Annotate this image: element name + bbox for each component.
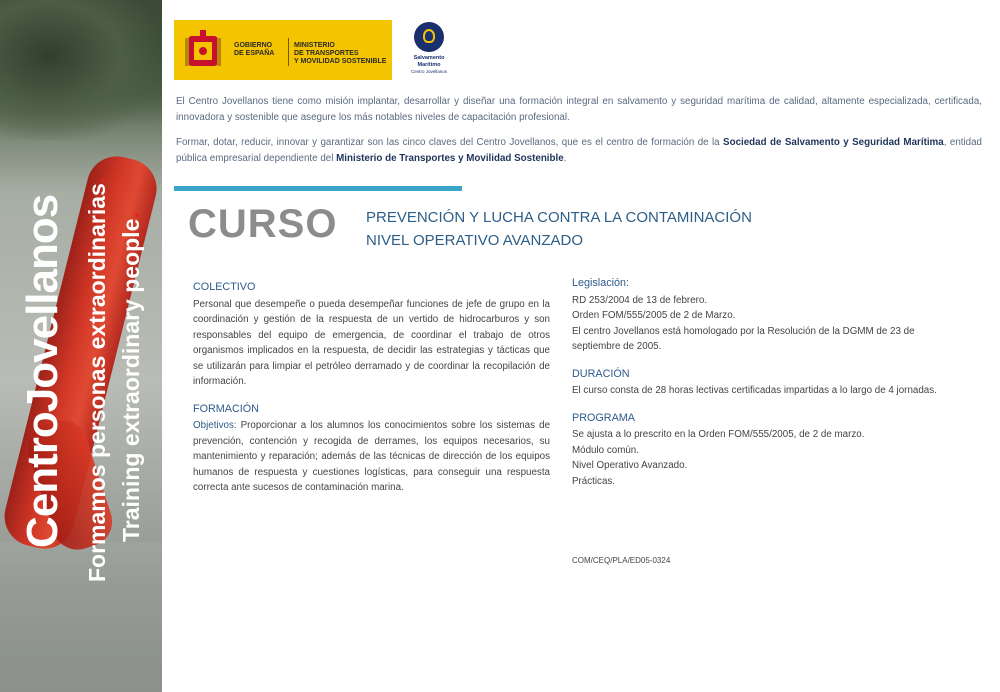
accent-divider <box>174 186 462 191</box>
course-title <box>366 206 752 252</box>
programa-item-2: Módulo común. <box>572 444 639 456</box>
photo-trees <box>0 0 162 140</box>
legislacion-item-3: El centro Jovellanos está homologado por la Resolución de la DGMM de 23 de septiembre de 2005. <box>572 325 915 352</box>
intro-p2-a: Formar, dotar, reducir, innovar y garantizar son las cinco claves del Centro Jovellanos, que es el centro de formación de la <box>176 137 724 148</box>
tagline-es-dot: . <box>84 176 110 184</box>
ministry-line2: DE TRANSPORTES <box>294 50 359 57</box>
curso-label: CURSO <box>188 202 338 246</box>
tagline-es <box>84 177 111 582</box>
programa-item-3: Nivel Operativo Avanzado. <box>572 460 688 471</box>
legislacion-item-2: Orden FOM/555/2005 de 2 de Marzo. <box>572 310 736 321</box>
gov-line2: DE ESPAÑA <box>234 50 275 57</box>
tagline-en <box>118 212 145 542</box>
colectivo-text: Personal que desempeñe o pueda desempeñar funciones de jefe de grupo en la coordinación y gestión de la respuesta de un vertido de hidrocarburos y son responsables del equipo de emergencia, de coordinar el trabajo de otros organismos implicados en la respuesta, de decidir las estrategias y tácticas que se utilizarán para limpiar el petróleo derramado y de coordinar la recopilación de información. <box>193 298 550 387</box>
coat-of-arms-icon <box>184 28 222 72</box>
duracion-text: El curso consta de 28 horas lectivas certificadas impartidas a lo largo de 4 jornadas. <box>572 385 937 396</box>
programa-item-4: Prácticas. <box>572 475 616 487</box>
right-column <box>572 276 942 489</box>
ministry-line3: Y MOVILIDAD SOSTENIBLE <box>294 58 387 65</box>
course-code: COM/CEQ/PLA/ED05-0324 <box>572 556 671 565</box>
objetivos-label: Objetivos: <box>193 420 237 431</box>
brand-suffix: Jovellanos <box>18 194 67 413</box>
programa-item-1: Se ajusta a lo prescrito en la Orden FOM/555/2005, de 2 de marzo. <box>572 429 865 440</box>
intro-p2-e: . <box>563 153 567 164</box>
gov-line1: GOBIERNO <box>234 42 273 49</box>
gobierno-ministerio-logo <box>174 20 392 80</box>
tagline-en-dot: . <box>118 212 144 219</box>
duracion-heading: DURACIÓN <box>572 367 630 380</box>
brand-vertical-title <box>18 195 68 548</box>
intro-p2-sasemar: Sociedad de Salvamento y Seguridad Marítima <box>723 137 944 148</box>
ministry-line1: MINISTERIO <box>294 42 335 49</box>
course-title-line2: NIVEL OPERATIVO AVANZADO <box>366 232 583 249</box>
formacion-heading: FORMACIÓN <box>193 402 259 415</box>
salvamento-maritimo-logo <box>406 22 452 80</box>
sm-sub: Centro Jovellanos <box>410 69 448 74</box>
tagline-en-text: Training extraordinary people <box>118 218 144 542</box>
intro-paragraph-1: El Centro Jovellanos tiene como misión implantar, desarrollar y diseñar una formación integral en salvamento y seguridad marítima de calidad, altamente especializada, certificada, innovadora y sostenible que asegure los más notables niveles de capacitación profesional. <box>176 96 982 123</box>
intro-p2-ministry: Ministerio de Transportes y Movilidad Sostenible <box>336 153 564 164</box>
gobierno-text <box>234 42 274 58</box>
brand-prefix: Centro <box>18 412 67 548</box>
logo-divider <box>288 38 289 66</box>
sm-name: Salvamento Marítimo <box>413 55 445 68</box>
legislacion-heading: Legislación: <box>572 277 630 289</box>
side-photo <box>0 0 162 692</box>
photo-water <box>0 542 162 692</box>
ministerio-text <box>294 42 386 66</box>
intro-paragraph-2 <box>176 135 982 167</box>
left-column <box>193 280 550 496</box>
legislacion-item-1: RD 253/2004 de 13 de febrero. <box>572 294 708 306</box>
colectivo-heading: COLECTIVO <box>193 281 256 293</box>
salvamento-emblem-icon <box>414 22 444 52</box>
objetivos-text: Proporcionar a los alumnos los conocimientos sobre los sistemas de prevención, contención y recogida de derrames, los equipos necesarios, su mantenimiento y reparación; además de las técnicas de dirección de los equipos humanos de respuesta y cuestiones logísticas, para conseguir una respuesta correcta ante sucesos de contaminación marina. <box>193 420 550 493</box>
tagline-es-text: Formamos personas extraordinarias <box>84 183 110 582</box>
intro-p2-c: , entidad pública empresarial dependiente del <box>176 137 983 164</box>
programa-heading: PROGRAMA <box>572 411 635 424</box>
course-title-line1: PREVENCIÓN Y LUCHA CONTRA LA CONTAMINACIÓN <box>366 209 752 226</box>
objetivos-block <box>193 418 550 496</box>
